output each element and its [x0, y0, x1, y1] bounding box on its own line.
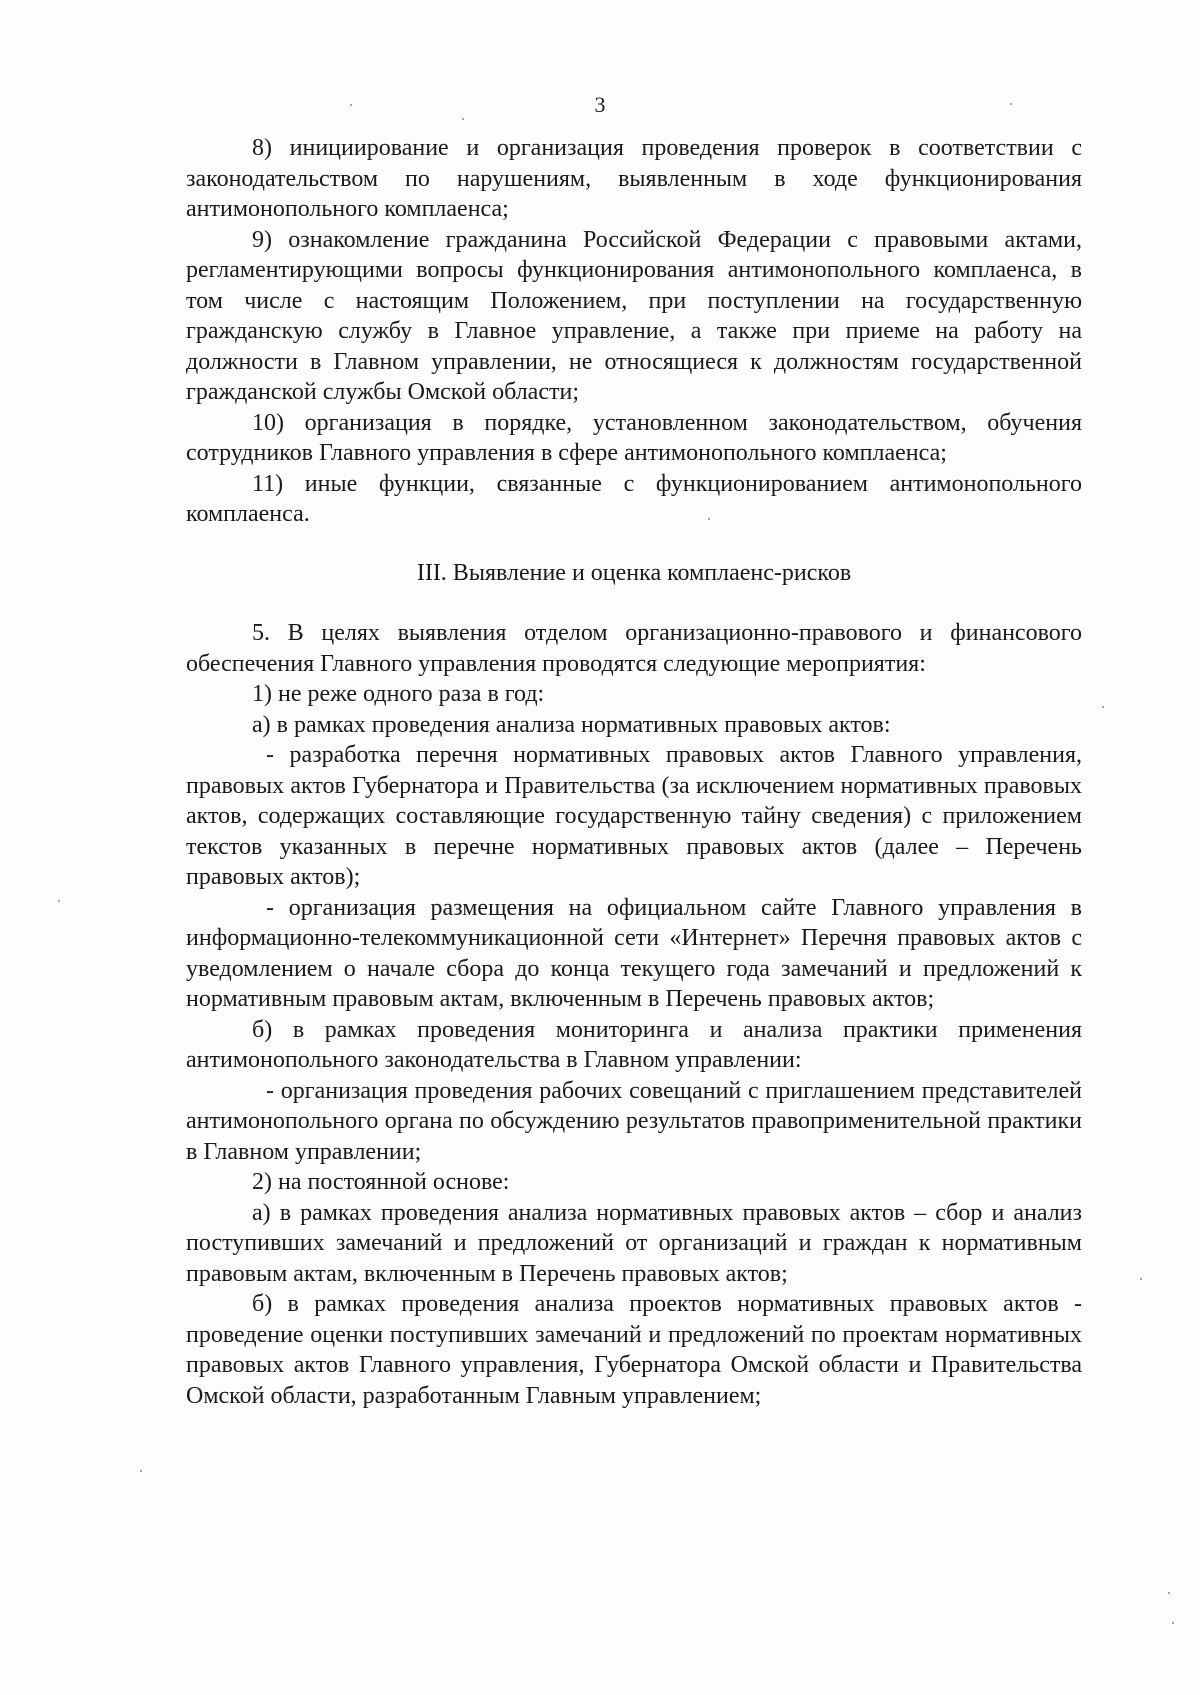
list-item-8: 8) инициирование и организация проведения проверок в соответствии с законодательством по нарушениям, выявленным в ходе функционирования антимонопольного комплаенса;: [186, 135, 1082, 222]
clause-5-intro: 5. В целях выявления отделом организационно-правового и финансового обеспечения Главного управления проводятся следующие мероприятия:: [186, 620, 1082, 677]
scan-speck: [708, 518, 710, 520]
scan-speck: [1010, 103, 1012, 105]
list-item-11: 11) иные функции, связанные с функционированием антимонопольного комплаенса.: [186, 470, 1082, 527]
page-number: 3: [594, 92, 606, 117]
subclause-1b-item-1: - организация проведения рабочих совещаний с приглашением представителей антимонопольного органа по обсуждению результатов правоприменительной практики в Главном управлении;: [186, 1077, 1082, 1165]
subclause-1a-item-1: - разработка перечня нормативных правовых актов Главного управления, правовых актов Губернатора и Правительства (за исключением нормативных правовых актов, содержащих составляющие государственную тайну сведения) с приложением текстов указанных в перечне нормативных правовых актов (далее – Перечень правовых актов);: [186, 742, 1082, 890]
scan-speck: [1168, 1592, 1170, 1594]
subclause-1b: б) в рамках проведения мониторинга и анализа практики применения антимонопольного законодательства в Главном управлении:: [186, 1016, 1082, 1073]
section-heading: III. Выявление и оценка комплаенс-рисков: [416, 559, 852, 586]
subclause-1: 1) не реже одного раза в год:: [252, 681, 545, 707]
scan-speck: [1102, 706, 1104, 708]
scan-speck: [462, 118, 464, 120]
scan-speck: [140, 1470, 142, 1472]
subclause-1a-item-2: - организация размещения на официальном сайте Главного управления в информационно-телекоммуникационной сети «Интернет» Перечня правовых актов с уведомлением о начале сбора до конца текущего года замечаний и предложений к нормативным правовым актам, включенным в Перечень правовых актов;: [186, 894, 1082, 1012]
document-body: [186, 133, 1082, 1411]
scan-speck: [1172, 1622, 1174, 1624]
subclause-1a: а) в рамках проведения анализа нормативных правовых актов:: [252, 711, 891, 738]
subclause-2b: б) в рамках проведения анализа проектов нормативных правовых актов - проведение оценки поступивших замечаний и предложений по проектам нормативных правовых актов Главного управления, Губернатора Омской области и Правительства Омской области, разработанным Главным управлением;: [186, 1291, 1082, 1409]
scan-speck: [1140, 1278, 1142, 1280]
list-item-10: 10) организация в порядке, установленном законодательством, обучения сотрудников Главного управления в сфере антимонопольного комплаенса;: [186, 409, 1082, 466]
subclause-2a: а) в рамках проведения анализа нормативных правовых актов – сбор и анализ поступивших замечаний и предложений от организаций и граждан к нормативным правовым актам, включенным в Перечень правовых актов;: [186, 1199, 1082, 1287]
list-item-9: 9) ознакомление гражданина Российской Федерации с правовыми актами, регламентирующими вопросы функционирования антимонопольного комплаенса, в том числе с настоящим Положением, при поступлении на государственную гражданскую службу в Главное управление, а также при приеме на работу на должности в Главном управлении, не относящиеся к должностям государственной гражданской службы Омской области;: [186, 226, 1082, 405]
scan-speck: [350, 104, 352, 106]
subclause-2: 2) на постоянной основе:: [252, 1169, 510, 1195]
scan-speck: [58, 900, 60, 902]
